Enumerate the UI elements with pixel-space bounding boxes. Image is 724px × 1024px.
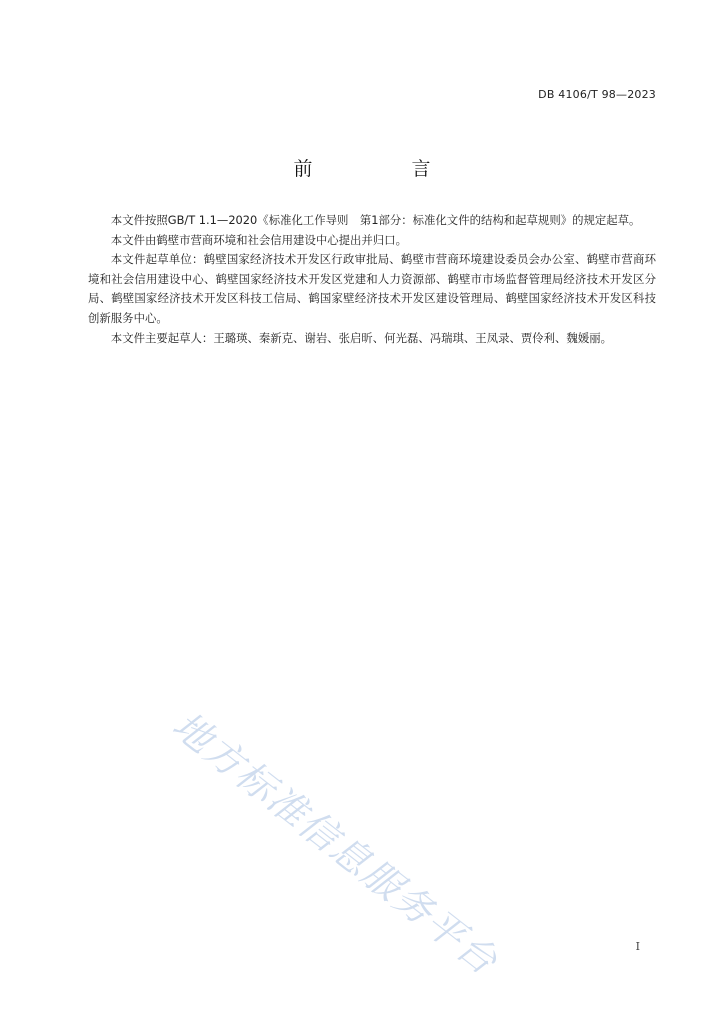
paragraph-drafting-basis: 本文件按照GB/T 1.1—2020《标准化工作导则 第1部分：标准化文件的结构和起草规则》的规定起草。 xyxy=(110,213,641,227)
page-title: 前 言 xyxy=(293,158,471,180)
watermark: 地方标准信息服务平台 xyxy=(164,702,507,984)
page-number: I xyxy=(635,940,640,953)
document-code: DB 4106/T 98—2023 xyxy=(538,88,656,101)
paragraph-drafters: 本文件主要起草人：王璐瑛、秦新克、谢岩、张启昕、何光磊、冯瑞琪、王凤录、贾伶利、魏媛丽。 xyxy=(110,330,612,345)
foreword-body xyxy=(88,211,656,348)
paragraph-proposer: 本文件由鹤壁市营商环境和社会信用建设中心提出并归口。 xyxy=(110,232,407,247)
paragraph-drafting-units: 本文件起草单位：鹤壁国家经济技术开发区行政审批局、鹤壁市营商环境建设委员会办公室、鹤壁市营商环境和社会信用建设中心、鹤壁国家经济技术开发区党建和人力资源部、鹤壁市市场监督管理局经济技术开发区分局、鹤壁国家经济技术开发区科技工信局、鹤国家壁经济技术开发区建设管理局、鹤壁国家经济技术开发区科技创新服务中心。 xyxy=(88,252,656,325)
